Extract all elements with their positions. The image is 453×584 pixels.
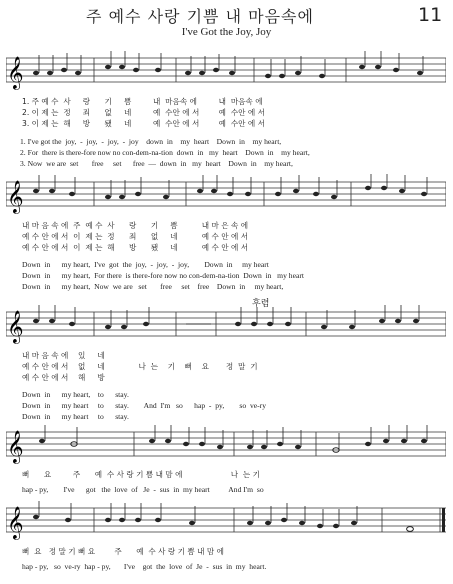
music-staff-4 (6, 424, 446, 468)
treble-clef-icon: 𝄞 (7, 310, 24, 343)
lyric-en-line: Down in my heart to stay. (22, 412, 129, 421)
lyric-ko-line: 1. 주 예 수 사 랑 기 쁨 내 마음속 에 내 마음속 에 (22, 97, 263, 106)
music-staff-5 (6, 500, 446, 544)
lyric-en-line: hap - py, I've got the love of Je - sus in my heart And I'm so (22, 485, 264, 494)
lyric-en-line: Down in my heart, I've got the joy, - joy, - joy, Down in my heart (22, 260, 269, 269)
lyric-ko-line: 3. 이 제 는 해 방 됐 네 예 수안 에 서 예 수안 에 서 (22, 119, 265, 128)
treble-clef-icon: 𝄞 (7, 180, 24, 213)
treble-clef-icon: 𝄞 (7, 430, 24, 463)
lyric-ko-line: 내 마 음 속 에 주 예 수 사 랑 기 쁨 내 마 은 속 에 (22, 221, 249, 230)
lyric-ko-line: 뻐 요 주 예 수 사 랑 기 쁨 내 맘 에 나 는 기 (22, 470, 260, 479)
lyric-ko-line: 예 수 안 에 서 이 제 는 정 죄 없 네 예 수 안 에 서 (22, 232, 249, 241)
song-title-english: I've Got the Joy, Joy (181, 26, 272, 38)
lyric-en-line: 1. I've got the joy, - joy, - joy, - joy down in my heart Down in my heart, (20, 137, 282, 146)
lyric-ko-line: 예 수 안 에 서 이 제 는 해 방 됐 네 예 수 안 에 서 (22, 243, 249, 252)
page-number: 11 (418, 4, 443, 26)
lyric-ko-line: 뻐 요 정 말 기 뻐 요 주 예 수 사 랑 기 쁨 내 맘 에 (22, 547, 224, 556)
lyric-ko-line: 예 수 안 에 서 해 방 (22, 373, 105, 382)
whole-note (407, 527, 414, 532)
lyric-en-line: 2. For there is there-fore now no con-dem-na-tion down in my heart Down in my heart, (20, 148, 310, 157)
lyric-en-line: Down in my heart to stay. And I'm so hap - py, so ve-ry (22, 401, 266, 410)
music-staff-1 (6, 50, 446, 94)
lyric-en-line: 3. Now we are set free set free — down in my heart Down in my heart, (20, 159, 293, 168)
lyric-ko-line: 예 수 안 에 서 없 네 나 는 기 뻐 요 정 말 기 (22, 362, 258, 371)
treble-clef-icon: 𝄞 (7, 506, 24, 539)
treble-clef-icon: 𝄞 (7, 56, 24, 89)
lyric-en-line: Down in my heart, Now we are set free set free Down in my heart, (22, 282, 284, 291)
lyric-en-line: Down in my heart, For there is there-fore now no con-dem-na-tion Down in my heart (22, 271, 304, 280)
lyric-en-line: hap - py, so ve-ry hap - py, I've got the love of Je - sus in my heart. (22, 562, 267, 571)
music-staff-2 (6, 174, 446, 218)
music-staff-3 (6, 304, 446, 348)
lyric-ko-line: 2. 이 제 는 정 죄 없 네 예 수안 에 서 예 수안 에 서 (22, 108, 265, 117)
lyric-ko-line: 내 마 음 속 에 있 네 (22, 351, 105, 360)
song-title-korean: 주 예수 사랑 기쁨 내 마음속에 (86, 7, 314, 26)
refrain-label: 후렴 (252, 299, 270, 309)
final-barline (442, 508, 445, 532)
lyric-en-line: Down in my heart, to stay. (22, 390, 129, 399)
